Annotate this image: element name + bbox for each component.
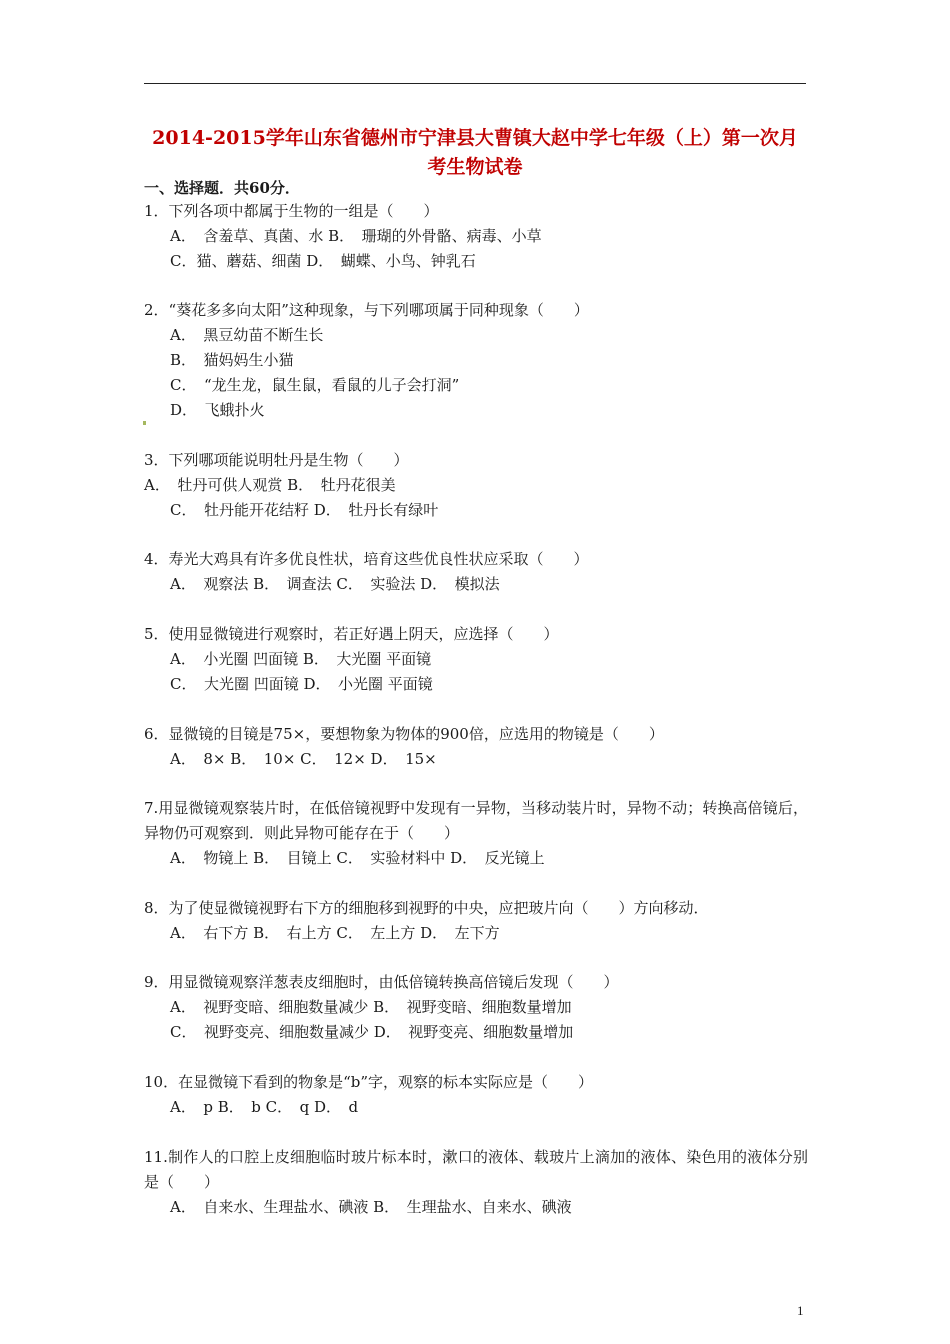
question-option: C． 牡丹能开花结籽 D． 牡丹长有绿叶 [170, 501, 439, 519]
question-8 [144, 896, 808, 946]
question-option: B． 猫妈妈生小猫 [170, 351, 294, 369]
question-option: A． p B． b C． q D． d [170, 1098, 359, 1116]
question-stem: 9．用显微镜观察洋葱表皮细胞时，由低倍镜转换高倍镜后发现（ ） [144, 973, 619, 991]
question-stem: 5．使用显微镜进行观察时，若正好遇上阴天，应选择（ ） [144, 625, 559, 643]
question-stem: 3．下列哪项能说明牡丹是生物（ ） [144, 451, 409, 469]
question-stem: 1．下列各项中都属于生物的一组是（ ） [144, 202, 439, 220]
question-option: A． 视野变暗、细胞数量减少 B． 视野变暗、细胞数量增加 [170, 998, 572, 1016]
question-stem: 11.制作人的口腔上皮细胞临时玻片标本时，漱口的液体、载玻片上滴加的液体、染色用的液体分别是（ ） [144, 1148, 808, 1191]
question-stem: 7.用显微镜观察装片时，在低倍镜视野中发现有一异物，当移动装片时，异物不动；转换高倍镜后，异物仍可观察到．则此异物可能存在于（ ） [144, 799, 808, 842]
question-stem: 2．“葵花多多向太阳”这种现象，与下列哪项属于同种现象（ ） [144, 301, 589, 319]
question-stem: 4．寿光大鸡具有许多优良性状，培育这些优良性状应采取（ ） [144, 550, 589, 568]
question-7 [144, 796, 808, 871]
question-option: A． 牡丹可供人观赏 B． 牡丹花很美 [144, 476, 396, 494]
question-option: C． 视野变亮、细胞数量减少 D． 视野变亮、细胞数量增加 [170, 1023, 574, 1041]
question-option: A． 右下方 B． 右上方 C． 左上方 D． 左下方 [170, 924, 500, 942]
question-5 [144, 622, 808, 697]
page-title: 2014-2015学年山东省德州市宁津县大曹镇大赵中学七年级（上）第一次月考生物试卷 [152, 127, 798, 178]
question-2 [144, 298, 808, 423]
margin-mark [143, 421, 146, 425]
question-option: A． 小光圈 凹面镜 B． 大光圈 平面镜 [170, 650, 432, 668]
question-option: C． 大光圈 凹面镜 D． 小光圈 平面镜 [170, 675, 433, 693]
page-number: 1 [797, 1303, 804, 1318]
question-3 [144, 448, 808, 523]
question-option: D． 飞蛾扑火 [170, 401, 265, 419]
question-option: A． 物镜上 B． 目镜上 C． 实验材料中 D． 反光镜上 [170, 849, 545, 867]
question-stem: 6．显微镜的目镜是75×，要想物象为物体的900倍，应选用的物镜是（ ） [144, 725, 664, 743]
question-4 [144, 547, 808, 597]
question-stem: 10．在显微镜下看到的物象是“b”字，观察的标本实际应是（ ） [144, 1073, 594, 1091]
question-option: A． 8× B． 10× C． 12× D． 15× [170, 750, 437, 768]
question-11 [144, 1145, 808, 1220]
section-heading: 一、选择题．共60分． [144, 179, 300, 197]
question-option: C． “龙生龙，鼠生鼠，看鼠的儿子会打洞” [170, 376, 460, 394]
question-option: A． 自来水、生理盐水、碘液 B． 生理盐水、自来水、碘液 [170, 1198, 572, 1216]
question-1 [144, 199, 808, 274]
header-rule [144, 83, 806, 84]
question-option: A． 含羞草、真菌、水 B． 珊瑚的外骨骼、病毒、小草 [170, 227, 542, 245]
question-stem: 8．为了使显微镜视野右下方的细胞移到视野的中央，应把玻片向（ ）方向移动． [144, 899, 709, 917]
question-option: C．猫、蘑菇、细菌 D． 蝴蝶、小鸟、钟乳石 [170, 252, 476, 270]
question-option: A． 黑豆幼苗不断生长 [170, 326, 324, 344]
question-9 [144, 970, 808, 1045]
question-10 [144, 1070, 808, 1120]
question-option: A． 观察法 B． 调查法 C． 实验法 D． 模拟法 [170, 575, 500, 593]
question-6 [144, 722, 808, 772]
